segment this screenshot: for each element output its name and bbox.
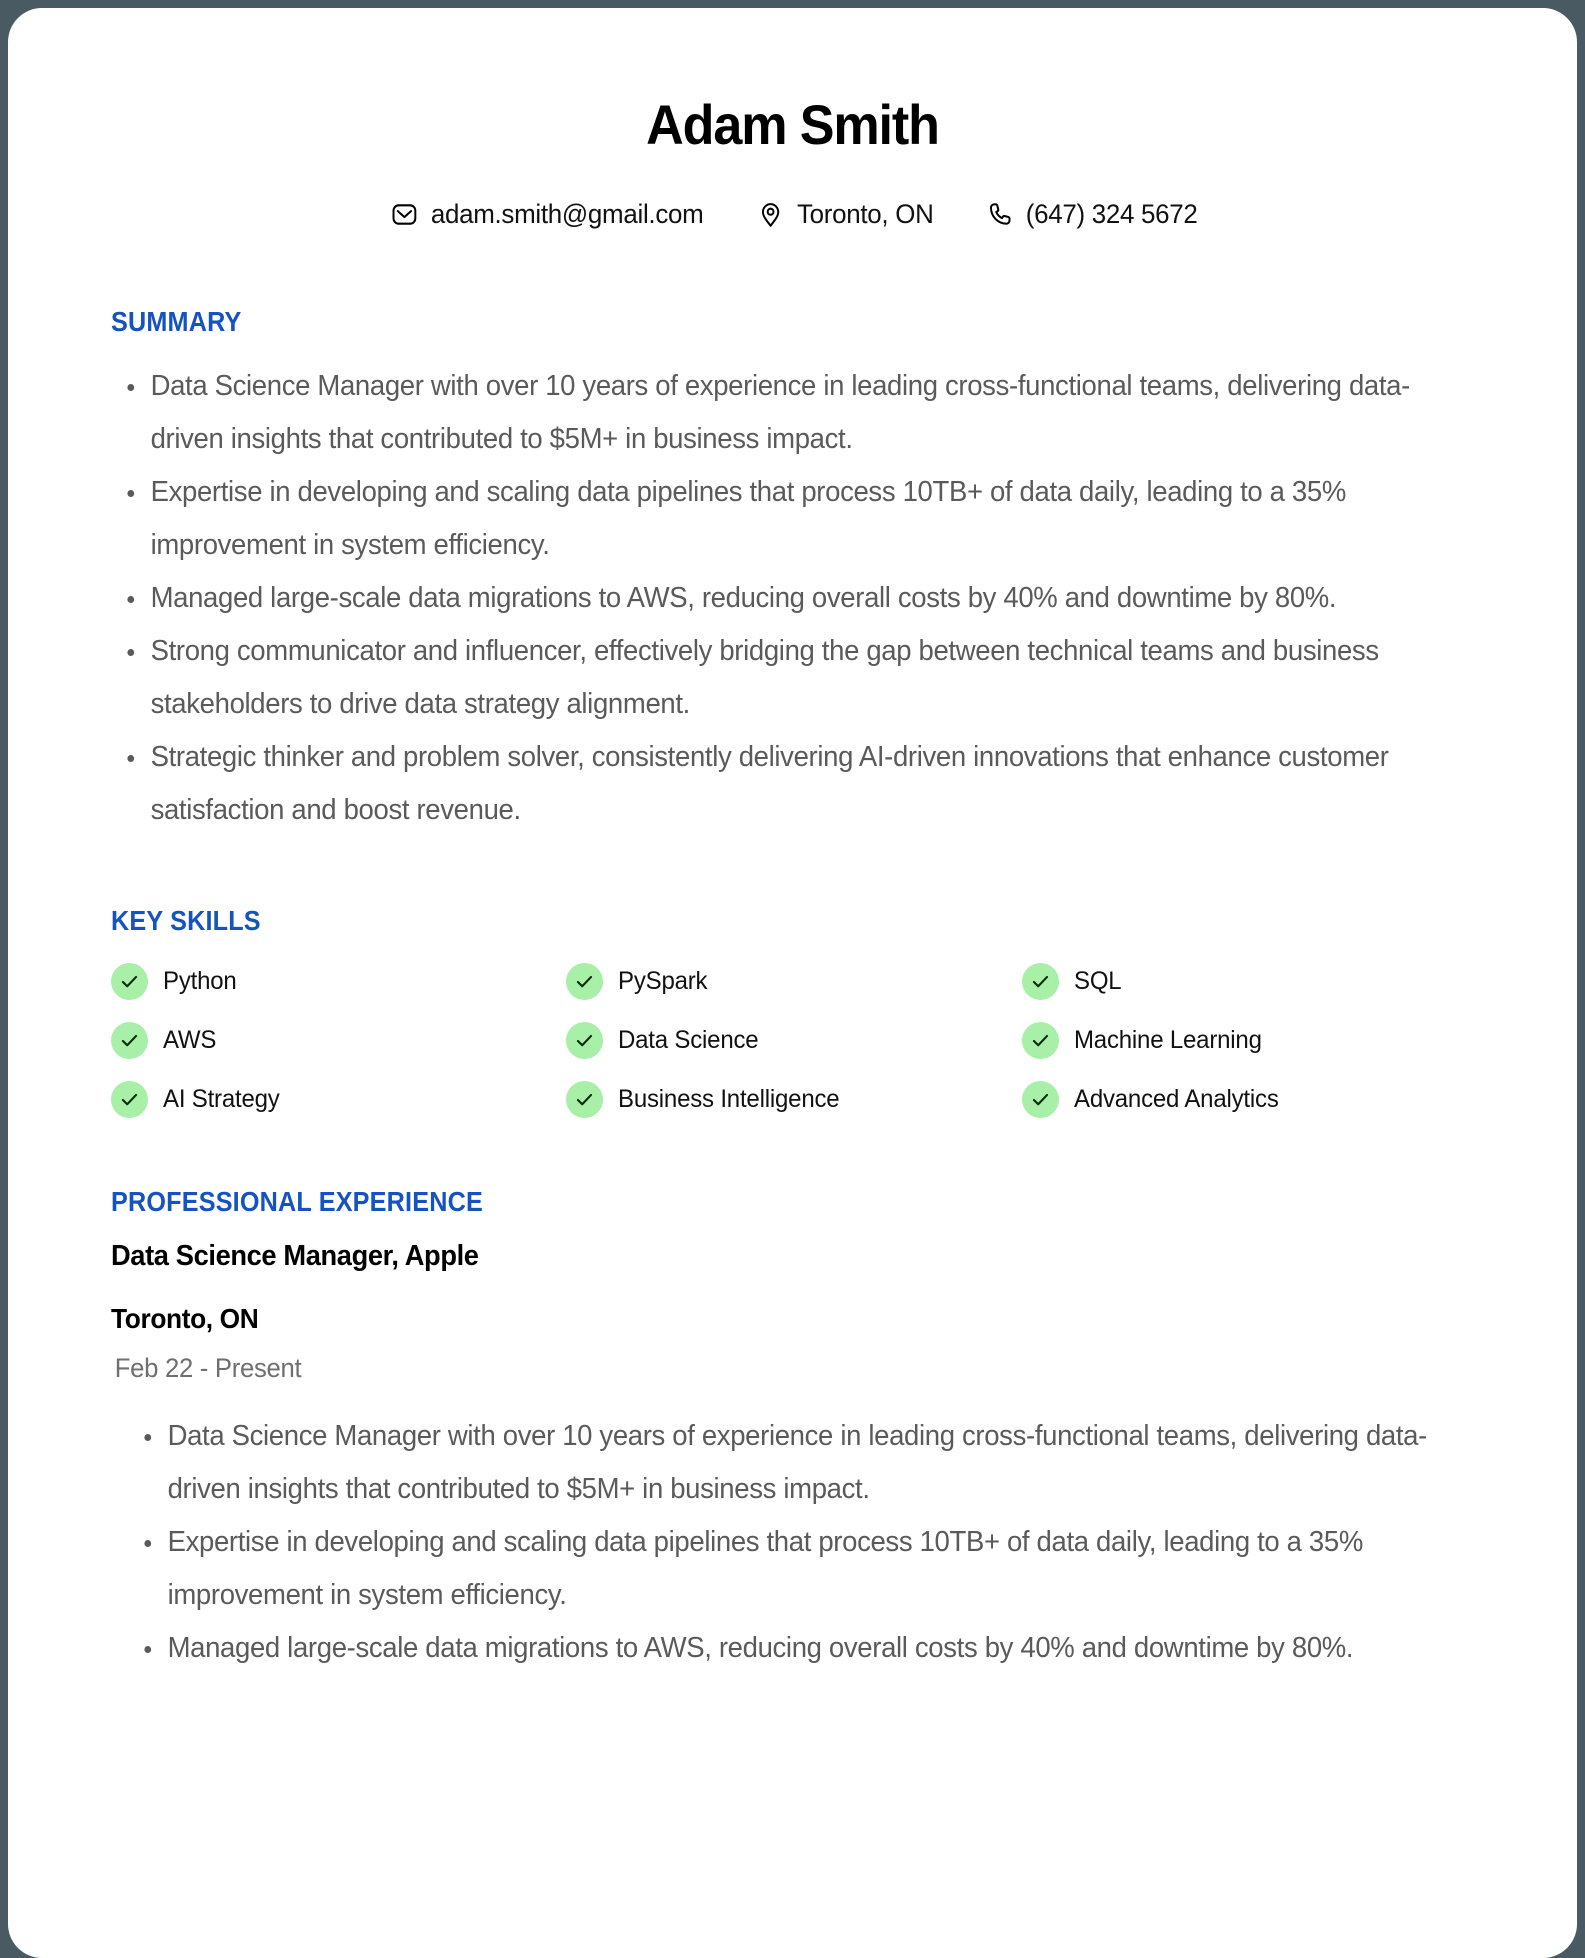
phone-icon (984, 199, 1013, 229)
contact-phone[interactable] (984, 199, 1197, 230)
skill-item (566, 1022, 1021, 1059)
skill-label: AWS (163, 1025, 217, 1054)
experience-entry (111, 1240, 1477, 1675)
contact-phone-value: (647) 324 5672 (1025, 198, 1198, 229)
list-item: Strong communicator and influencer, effectively bridging the gap between technical teams and business stakeholders to drive data strategy alignment. (111, 625, 1429, 731)
experience-heading: PROFESSIONAL EXPERIENCE (111, 1185, 483, 1217)
envelope-icon (390, 199, 419, 229)
key-skills-section (111, 905, 1477, 1118)
skill-label: AI Strategy (163, 1084, 280, 1113)
contact-email-value: adam.smith@gmail.com (431, 198, 704, 229)
list-item: Data Science Manager with over 10 years of experience in leading cross-functional teams, delivering data-driven insights that contributed to $5M+ in business impact. (111, 360, 1429, 466)
skill-label: Business Intelligence (618, 1084, 840, 1113)
skill-item (566, 963, 1021, 1000)
key-skills-grid (111, 963, 1477, 1118)
contact-location-value: Toronto, ON (797, 198, 934, 229)
check-icon (111, 1022, 148, 1059)
check-icon (1022, 963, 1059, 1000)
list-item: Strategic thinker and problem solver, consistently delivering AI-driven innovations that enhance customer satisfaction and boost revenue. (111, 731, 1429, 837)
key-skills-heading: KEY SKILLS (111, 904, 261, 936)
job-dates: Feb 22 - Present (114, 1352, 302, 1383)
job-location: Toronto, ON (111, 1302, 259, 1334)
professional-experience-section (111, 1186, 1477, 1675)
list-item: Expertise in developing and scaling data pipelines that process 10TB+ of data daily, leading to a 35% improvement in system efficiency. (128, 1516, 1430, 1622)
skill-label: Python (163, 966, 237, 995)
skill-label: Machine Learning (1073, 1025, 1262, 1054)
skill-item (111, 963, 566, 1000)
skill-label: Advanced Analytics (1073, 1084, 1279, 1113)
contact-location[interactable] (756, 199, 934, 230)
list-item: Managed large-scale data migrations to AWS, reducing overall costs by 40% and downtime by 80%. (111, 572, 1429, 625)
skill-label: Data Science (618, 1025, 759, 1054)
skill-item (566, 1081, 1021, 1118)
skill-label: SQL (1073, 966, 1122, 995)
resume-card (8, 8, 1577, 1958)
resume-header (8, 8, 1577, 230)
skill-item (111, 1022, 566, 1059)
summary-bullet-list (111, 360, 1477, 837)
check-icon (1022, 1022, 1059, 1059)
resume-body (8, 306, 1577, 1675)
list-item: Expertise in developing and scaling data pipelines that process 10TB+ of data daily, leading to a 35% improvement in system efficiency. (111, 466, 1429, 572)
check-icon (566, 1022, 603, 1059)
skill-label: PySpark (618, 966, 708, 995)
map-pin-icon (756, 199, 785, 229)
check-icon (111, 963, 148, 1000)
skill-item (1022, 963, 1477, 1000)
experience-bullet-list (111, 1410, 1477, 1675)
summary-section (111, 306, 1477, 837)
check-icon (111, 1081, 148, 1118)
check-icon (1022, 1081, 1059, 1118)
summary-heading: SUMMARY (111, 305, 242, 337)
skill-item (111, 1081, 566, 1118)
contact-row (8, 199, 1577, 230)
list-item: Data Science Manager with over 10 years of experience in leading cross-functional teams, delivering data-driven insights that contributed to $5M+ in business impact. (128, 1410, 1430, 1516)
skill-item (1022, 1022, 1477, 1059)
check-icon (566, 1081, 603, 1118)
check-icon (566, 963, 603, 1000)
skill-item (1022, 1081, 1477, 1118)
list-item: Managed large-scale data migrations to AWS, reducing overall costs by 40% and downtime by 80%. (128, 1622, 1430, 1675)
job-title: Data Science Manager, Apple (111, 1239, 479, 1272)
contact-email[interactable] (390, 199, 704, 230)
page-title: Adam Smith (646, 93, 939, 156)
